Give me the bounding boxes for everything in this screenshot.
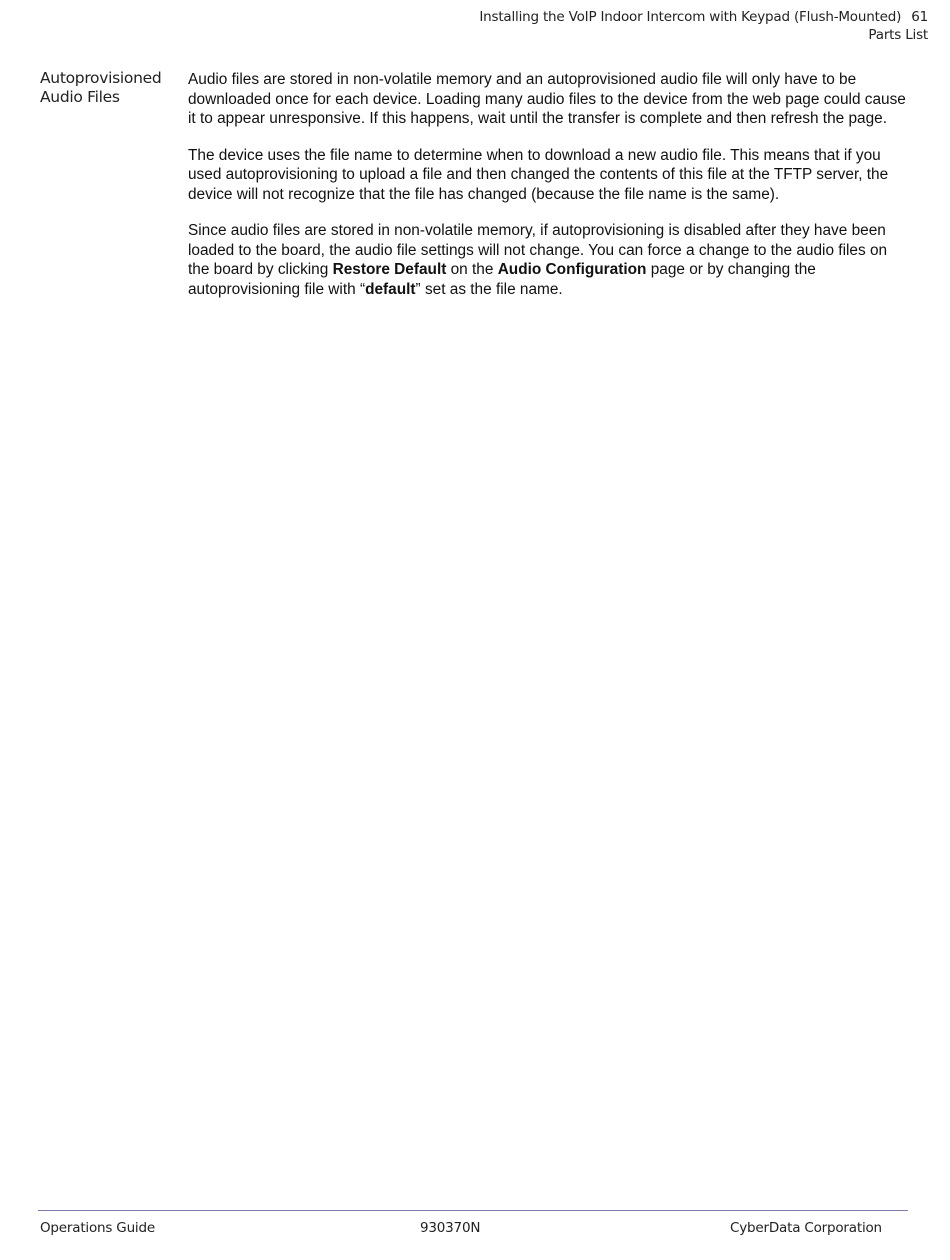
- section-heading-line2: Audio Files: [40, 88, 120, 106]
- body-paragraph-2: The device uses the file name to determine when to download a new audio file. This means that if you used autoprovisioning to upload a file and then changed the contents of this file at the TFTP server, the device will not recognize that the file has changed (because the file name is the same).: [188, 146, 889, 203]
- paragraph-text: Since audio files are stored in non-volatile memory, if autoprovisioning is disabled after they have been loaded to the board, the audio file settings will not change. You can force a change to the audio files on the board by clicking: [188, 222, 888, 278]
- footer-left-text: Operations Guide: [40, 1220, 155, 1236]
- page-number: 61: [911, 9, 928, 25]
- page-header: [479, 8, 928, 44]
- body-paragraph-3: [188, 221, 910, 299]
- header-title: Installing the VoIP Indoor Intercom with Keypad (Flush-Mounted): [479, 9, 902, 25]
- header-title-line: [479, 8, 928, 26]
- footer-divider: [38, 1210, 908, 1211]
- body-paragraph-1: Audio files are stored in non-volatile memory and an autoprovisioned audio file will only have to be downloaded once for each device. Loading many audio files to the device from the web page could cause it to appear unresponsive. If this happens, wait until the transfer is complete and then refresh the page.: [188, 71, 906, 127]
- audio-configuration-term: Audio Configuration: [497, 261, 647, 278]
- paragraph-text: page or by changing the autoprovisioning file with “: [188, 261, 816, 298]
- paragraph-text: on the: [446, 261, 498, 278]
- default-term: default: [365, 280, 416, 298]
- restore-default-term: Restore Default: [332, 261, 447, 278]
- section-heading: [40, 69, 180, 107]
- footer-company-name: CyberData Corporation: [730, 1220, 882, 1236]
- header-subtitle: Parts List: [868, 27, 928, 43]
- footer-document-number: 930370N: [420, 1220, 481, 1236]
- paragraph-text: ” set as the file name.: [415, 280, 563, 298]
- section-body: [188, 70, 910, 316]
- section-heading-line1: Autoprovisioned: [40, 69, 162, 87]
